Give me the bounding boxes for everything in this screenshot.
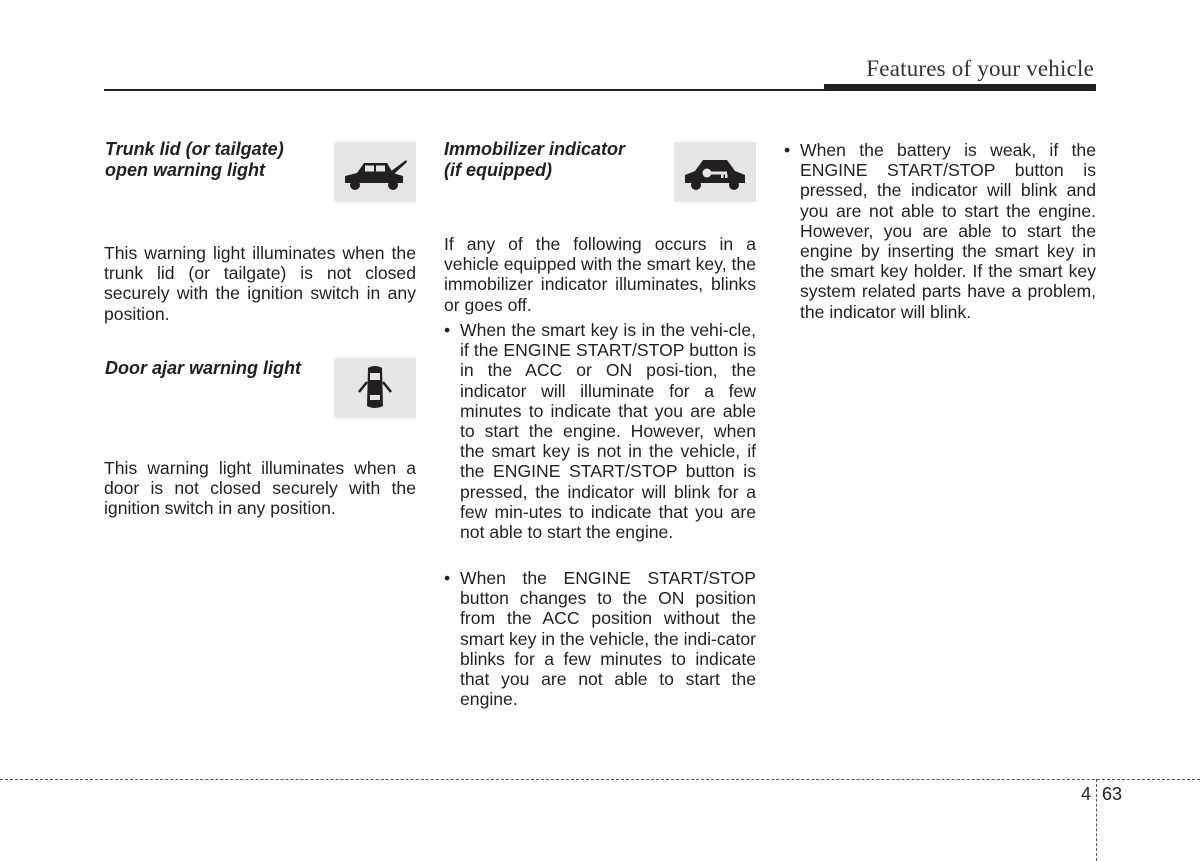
immobilizer-bullet-3 [784, 140, 1096, 322]
bullet-text: When the smart key is in the vehi-cle, if the ENGINE START/STOP button is in the ACC or ON posi-tion, the indicator will illuminate for a few minutes to indicate that you are able to start the engine. However, when the smart key is not in the vehicle, if the ENGINE START/STOP button is pressed, the indicator will blink for a few min-utes to indicate that you are not able to start the engine. [460, 320, 756, 543]
immobilizer-intro: If any of the following occurs in a vehicle equipped with the smart key, the immobilizer indicator illuminates, blinks or goes off. [444, 234, 756, 315]
bullet-text: When the battery is weak, if the ENGINE START/STOP button is pressed, the indicator will blink and you are not able to start the engine. However, you are able to start the engine by inserting the smart key in the smart key holder. If the smart key system related parts have a problem, the indicator will blink. [800, 140, 1096, 322]
header-rule-thick [824, 84, 1096, 91]
footer-vertical-divider [1096, 779, 1097, 861]
chapter-number: 4 [1081, 784, 1092, 804]
door-ajar-description: This warning light illuminates when a door is not closed securely with the ignition switch in any position. [104, 458, 416, 519]
trunk-warning-description: This warning light illuminates when the trunk lid (or tailgate) is not closed securely with the ignition switch in any position. [104, 243, 416, 324]
immobilizer-heading-line2: (if equipped) [444, 160, 552, 180]
trunk-heading-line2: open warning light [105, 160, 265, 180]
immobilizer-heading [444, 139, 625, 181]
bullet-marker: • [444, 320, 451, 340]
trunk-open-icon [334, 142, 416, 202]
immobilizer-key-icon [674, 142, 756, 202]
door-ajar-heading: Door ajar warning light [105, 358, 302, 378]
bullet-marker: • [784, 140, 791, 160]
bullet-marker: • [444, 568, 451, 588]
trunk-warning-heading [105, 139, 284, 181]
immobilizer-bullet-1 [444, 320, 756, 542]
page-number: 63 [1102, 784, 1123, 804]
door-ajar-icon [334, 358, 416, 418]
immobilizer-bullet-2 [444, 568, 756, 709]
header-rule [104, 89, 824, 91]
immobilizer-heading-line1: Immobilizer indicator [444, 139, 626, 159]
bullet-text: When the ENGINE START/STOP button changes to the ON position from the ACC position without the smart key in the vehicle, the indi-cator blinks for a few minutes to indicate that you are not able to start the engine. [460, 568, 756, 710]
trunk-heading-line1: Trunk lid (or tailgate) [105, 139, 284, 159]
page-header-title: Features of your vehicle [866, 56, 1094, 81]
footer-divider [0, 779, 1200, 780]
